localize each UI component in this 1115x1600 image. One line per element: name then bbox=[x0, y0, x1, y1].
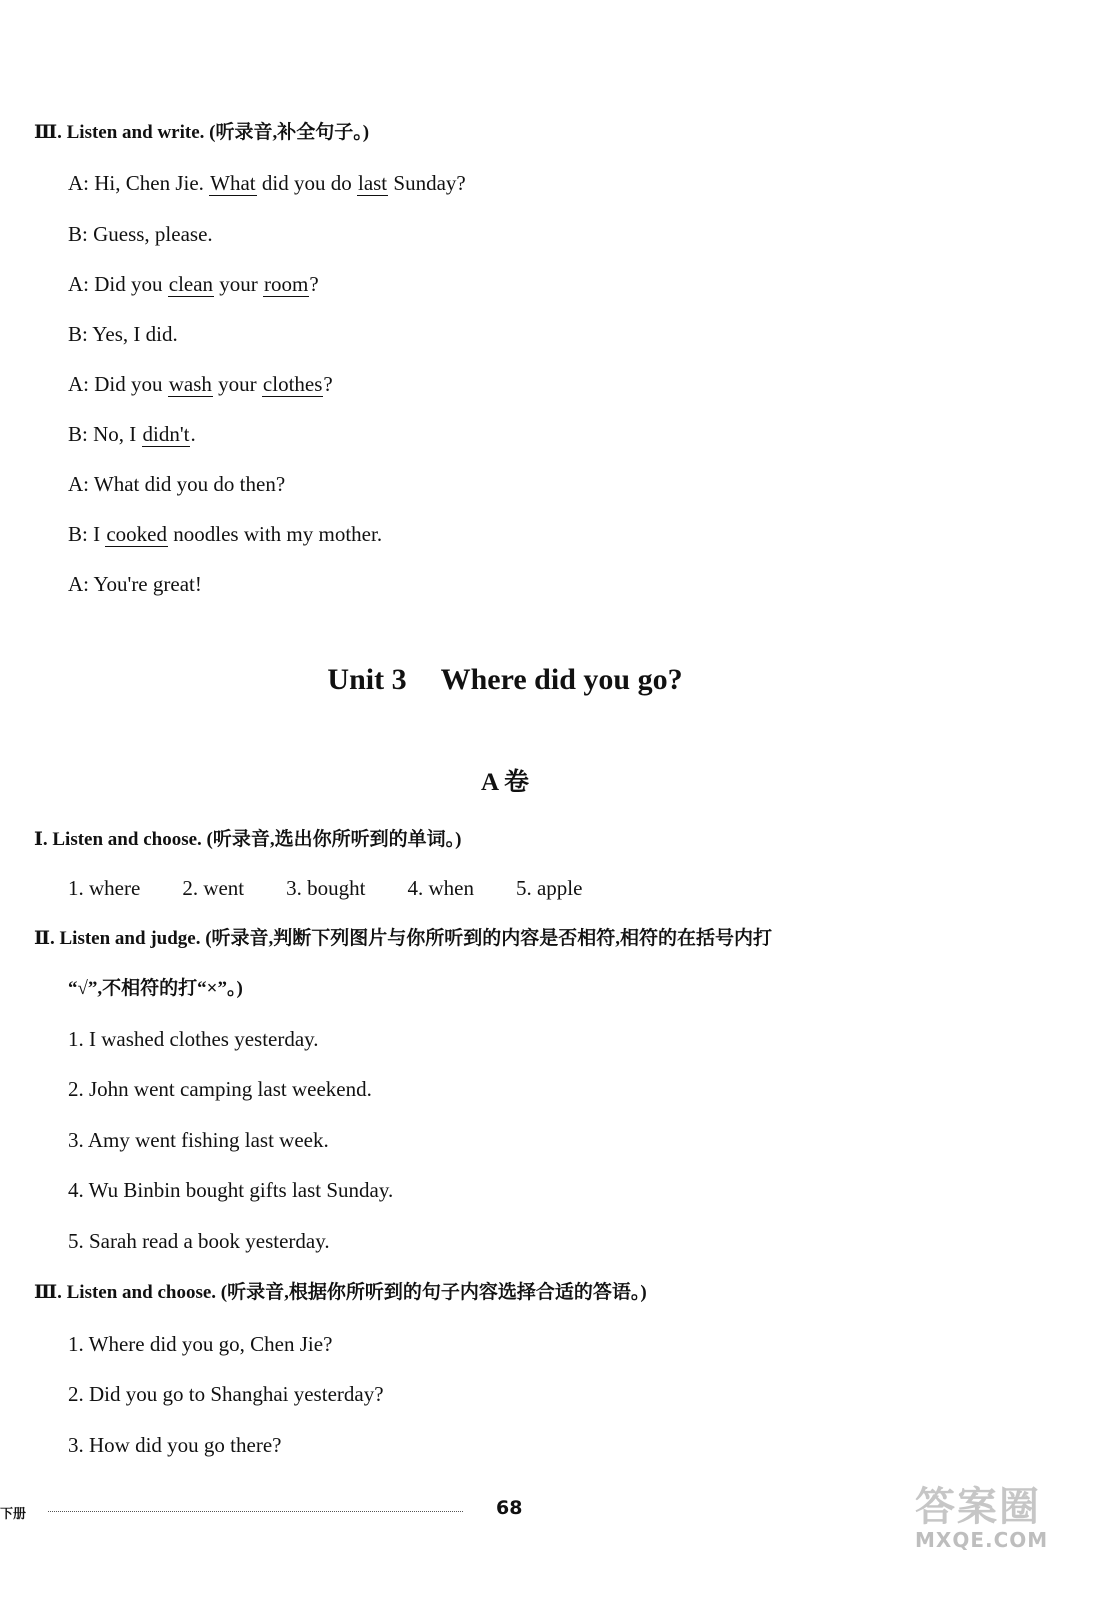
section-heading-listen-and-choose-words: Ⅰ. Listen and choose. (听录音,选出你所听到的单词。) bbox=[34, 829, 462, 850]
word-option: 2. went bbox=[182, 876, 245, 900]
word-options bbox=[68, 874, 624, 902]
dialogue-line: B: I cooked noodles with my mother. bbox=[68, 522, 383, 546]
dialogue-line: B: Guess, please. bbox=[68, 222, 213, 246]
answer-blank: wash bbox=[168, 372, 212, 396]
section-heading-listen-and-write: Ⅲ. Listen and write. (听录音,补全句子。) bbox=[34, 122, 370, 143]
question-item: 3. How did you go there? bbox=[68, 1433, 282, 1457]
dialogue-line: B: No, I didn't. bbox=[68, 422, 196, 446]
dialogue-line: A: Hi, Chen Jie. What did you do last Sunday? bbox=[68, 171, 466, 195]
dialogue-line: B: Yes, I did. bbox=[68, 322, 178, 346]
watermark-logo-text: 答案圈 bbox=[915, 1484, 1041, 1530]
footer-divider bbox=[48, 1511, 463, 1512]
dialogue-line: A: What did you do then? bbox=[68, 472, 286, 496]
judge-item: 1. I washed clothes yesterday. bbox=[68, 1027, 319, 1051]
dialogue-line: A: Did you clean your room? bbox=[68, 272, 319, 296]
dialogue-line: A: You're great! bbox=[68, 572, 202, 596]
page-number: 68 bbox=[496, 1497, 523, 1519]
section-heading-listen-and-choose-answers: Ⅲ. Listen and choose. (听录音,根据你所听到的句子内容选择合适的答语。) bbox=[34, 1282, 647, 1303]
word-option: 4. when bbox=[407, 876, 474, 900]
site-watermark bbox=[915, 1485, 1048, 1551]
question-item: 1. Where did you go, Chen Jie? bbox=[68, 1332, 333, 1356]
answer-blank: cooked bbox=[106, 522, 167, 546]
judge-item: 3. Amy went fishing last week. bbox=[68, 1128, 329, 1152]
judge-item: 2. John went camping last weekend. bbox=[68, 1077, 372, 1101]
answer-blank: clean bbox=[168, 272, 214, 296]
word-option: 1. where bbox=[68, 876, 141, 900]
watermark-url: MXQE.COM bbox=[915, 1528, 1049, 1552]
paper-label: A 卷 bbox=[481, 769, 529, 796]
judge-item: 5. Sarah read a book yesterday. bbox=[68, 1229, 330, 1253]
word-option: 3. bought bbox=[286, 876, 366, 900]
answer-blank: clothes bbox=[262, 372, 323, 396]
answer-blank: didn't bbox=[142, 422, 190, 446]
answer-blank: What bbox=[210, 171, 256, 195]
question-item: 2. Did you go to Shanghai yesterday? bbox=[68, 1382, 384, 1406]
section-heading-listen-and-judge-cont: “√”,不相符的打“×”。) bbox=[68, 978, 243, 999]
dialogue-line: A: Did you wash your clothes? bbox=[68, 372, 333, 396]
judge-item: 4. Wu Binbin bought gifts last Sunday. bbox=[68, 1178, 394, 1202]
answer-blank: room bbox=[264, 272, 309, 296]
section-heading-listen-and-judge: Ⅱ. Listen and judge. (听录音,判断下列图片与你所听到的内容是否相符,相符的在括号内打 bbox=[34, 928, 773, 949]
book-volume-label: 下册 bbox=[0, 1507, 27, 1522]
answer-blank: last bbox=[357, 171, 388, 195]
unit-title: Unit 3 Where did you go? bbox=[327, 663, 683, 696]
word-option: 5. apple bbox=[515, 876, 583, 900]
